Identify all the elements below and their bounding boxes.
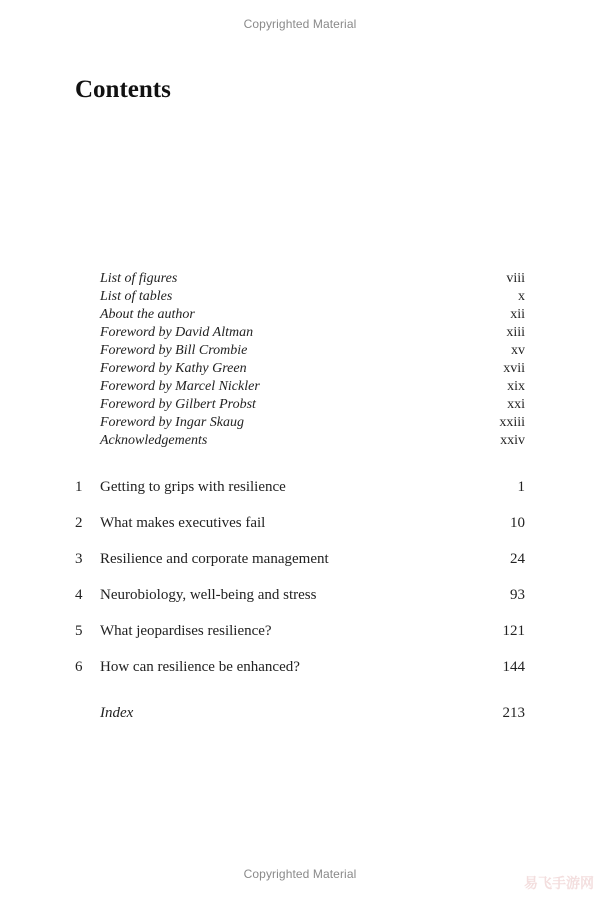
chapter-page: 144 <box>502 659 525 675</box>
front-matter-entry <box>0 414 600 432</box>
entry-page: viii <box>506 271 525 286</box>
front-matter-entry <box>0 324 600 342</box>
chapter-page: 121 <box>502 623 525 639</box>
chapter-title: Getting to grips with resilience <box>100 479 286 495</box>
entry-title: Foreword by Gilbert Probst <box>100 397 256 412</box>
chapter-page: 10 <box>510 515 525 531</box>
chapter-number: 1 <box>75 479 83 495</box>
front-matter-entry <box>0 378 600 396</box>
front-matter-entry <box>0 270 600 288</box>
entry-title: Foreword by Ingar Skaug <box>100 415 244 430</box>
front-matter-entry <box>0 288 600 306</box>
entry-page: xxiii <box>499 415 525 430</box>
chapter-title: Neurobiology, well-being and stress <box>100 587 317 603</box>
index-page: 213 <box>502 705 525 721</box>
chapter-entry <box>0 621 600 657</box>
entry-title: Acknowledgements <box>100 433 208 448</box>
front-matter-entry <box>0 360 600 378</box>
entry-title: Foreword by David Altman <box>100 325 254 340</box>
chapter-entry <box>0 585 600 621</box>
chapter-entry <box>0 657 600 693</box>
watermark-bottom: Copyrighted Material <box>243 867 357 881</box>
entry-title: Foreword by Kathy Green <box>100 361 247 376</box>
entry-page: xvii <box>503 361 525 376</box>
entry-title: Foreword by Bill Crombie <box>100 343 248 358</box>
watermark-top: Copyrighted Material <box>243 17 357 31</box>
chapter-title: What jeopardises resilience? <box>100 623 272 639</box>
entry-title: List of figures <box>100 271 178 286</box>
chapter-number: 2 <box>75 515 83 531</box>
entry-title: List of tables <box>100 289 173 304</box>
chapter-entry <box>0 513 600 549</box>
index-title: Index <box>100 705 134 721</box>
chapter-number: 3 <box>75 551 83 567</box>
chapter-entry <box>0 549 600 585</box>
chapter-number: 6 <box>75 659 83 675</box>
entry-page: xiii <box>506 325 525 340</box>
entry-page: xix <box>507 379 525 394</box>
chapter-entry <box>0 477 600 513</box>
chapter-number: 5 <box>75 623 83 639</box>
entry-page: xxi <box>507 397 525 412</box>
chapter-page: 1 <box>517 479 525 495</box>
chapter-title: What makes executives fail <box>100 515 266 531</box>
front-matter-entry <box>0 306 600 324</box>
entry-page: x <box>518 289 525 304</box>
entry-page: xv <box>511 343 525 358</box>
chapter-title: Resilience and corporate management <box>100 551 329 567</box>
chapter-number: 4 <box>75 587 83 603</box>
entry-title: Foreword by Marcel Nickler <box>100 379 260 394</box>
front-matter-entry <box>0 432 600 450</box>
front-matter-entry <box>0 396 600 414</box>
entry-page: xii <box>510 307 525 322</box>
entry-title: About the author <box>100 307 195 322</box>
corner-watermark-logo: 易飞手游网 <box>524 876 594 892</box>
chapter-page: 24 <box>510 551 525 567</box>
front-matter-list <box>0 270 600 450</box>
front-matter-entry <box>0 342 600 360</box>
entry-page: xxiv <box>500 433 525 448</box>
index-entry <box>0 703 600 723</box>
chapter-title: How can resilience be enhanced? <box>100 659 300 675</box>
chapter-page: 93 <box>510 587 525 603</box>
chapter-list <box>0 477 600 693</box>
page-title: Contents <box>75 76 171 103</box>
